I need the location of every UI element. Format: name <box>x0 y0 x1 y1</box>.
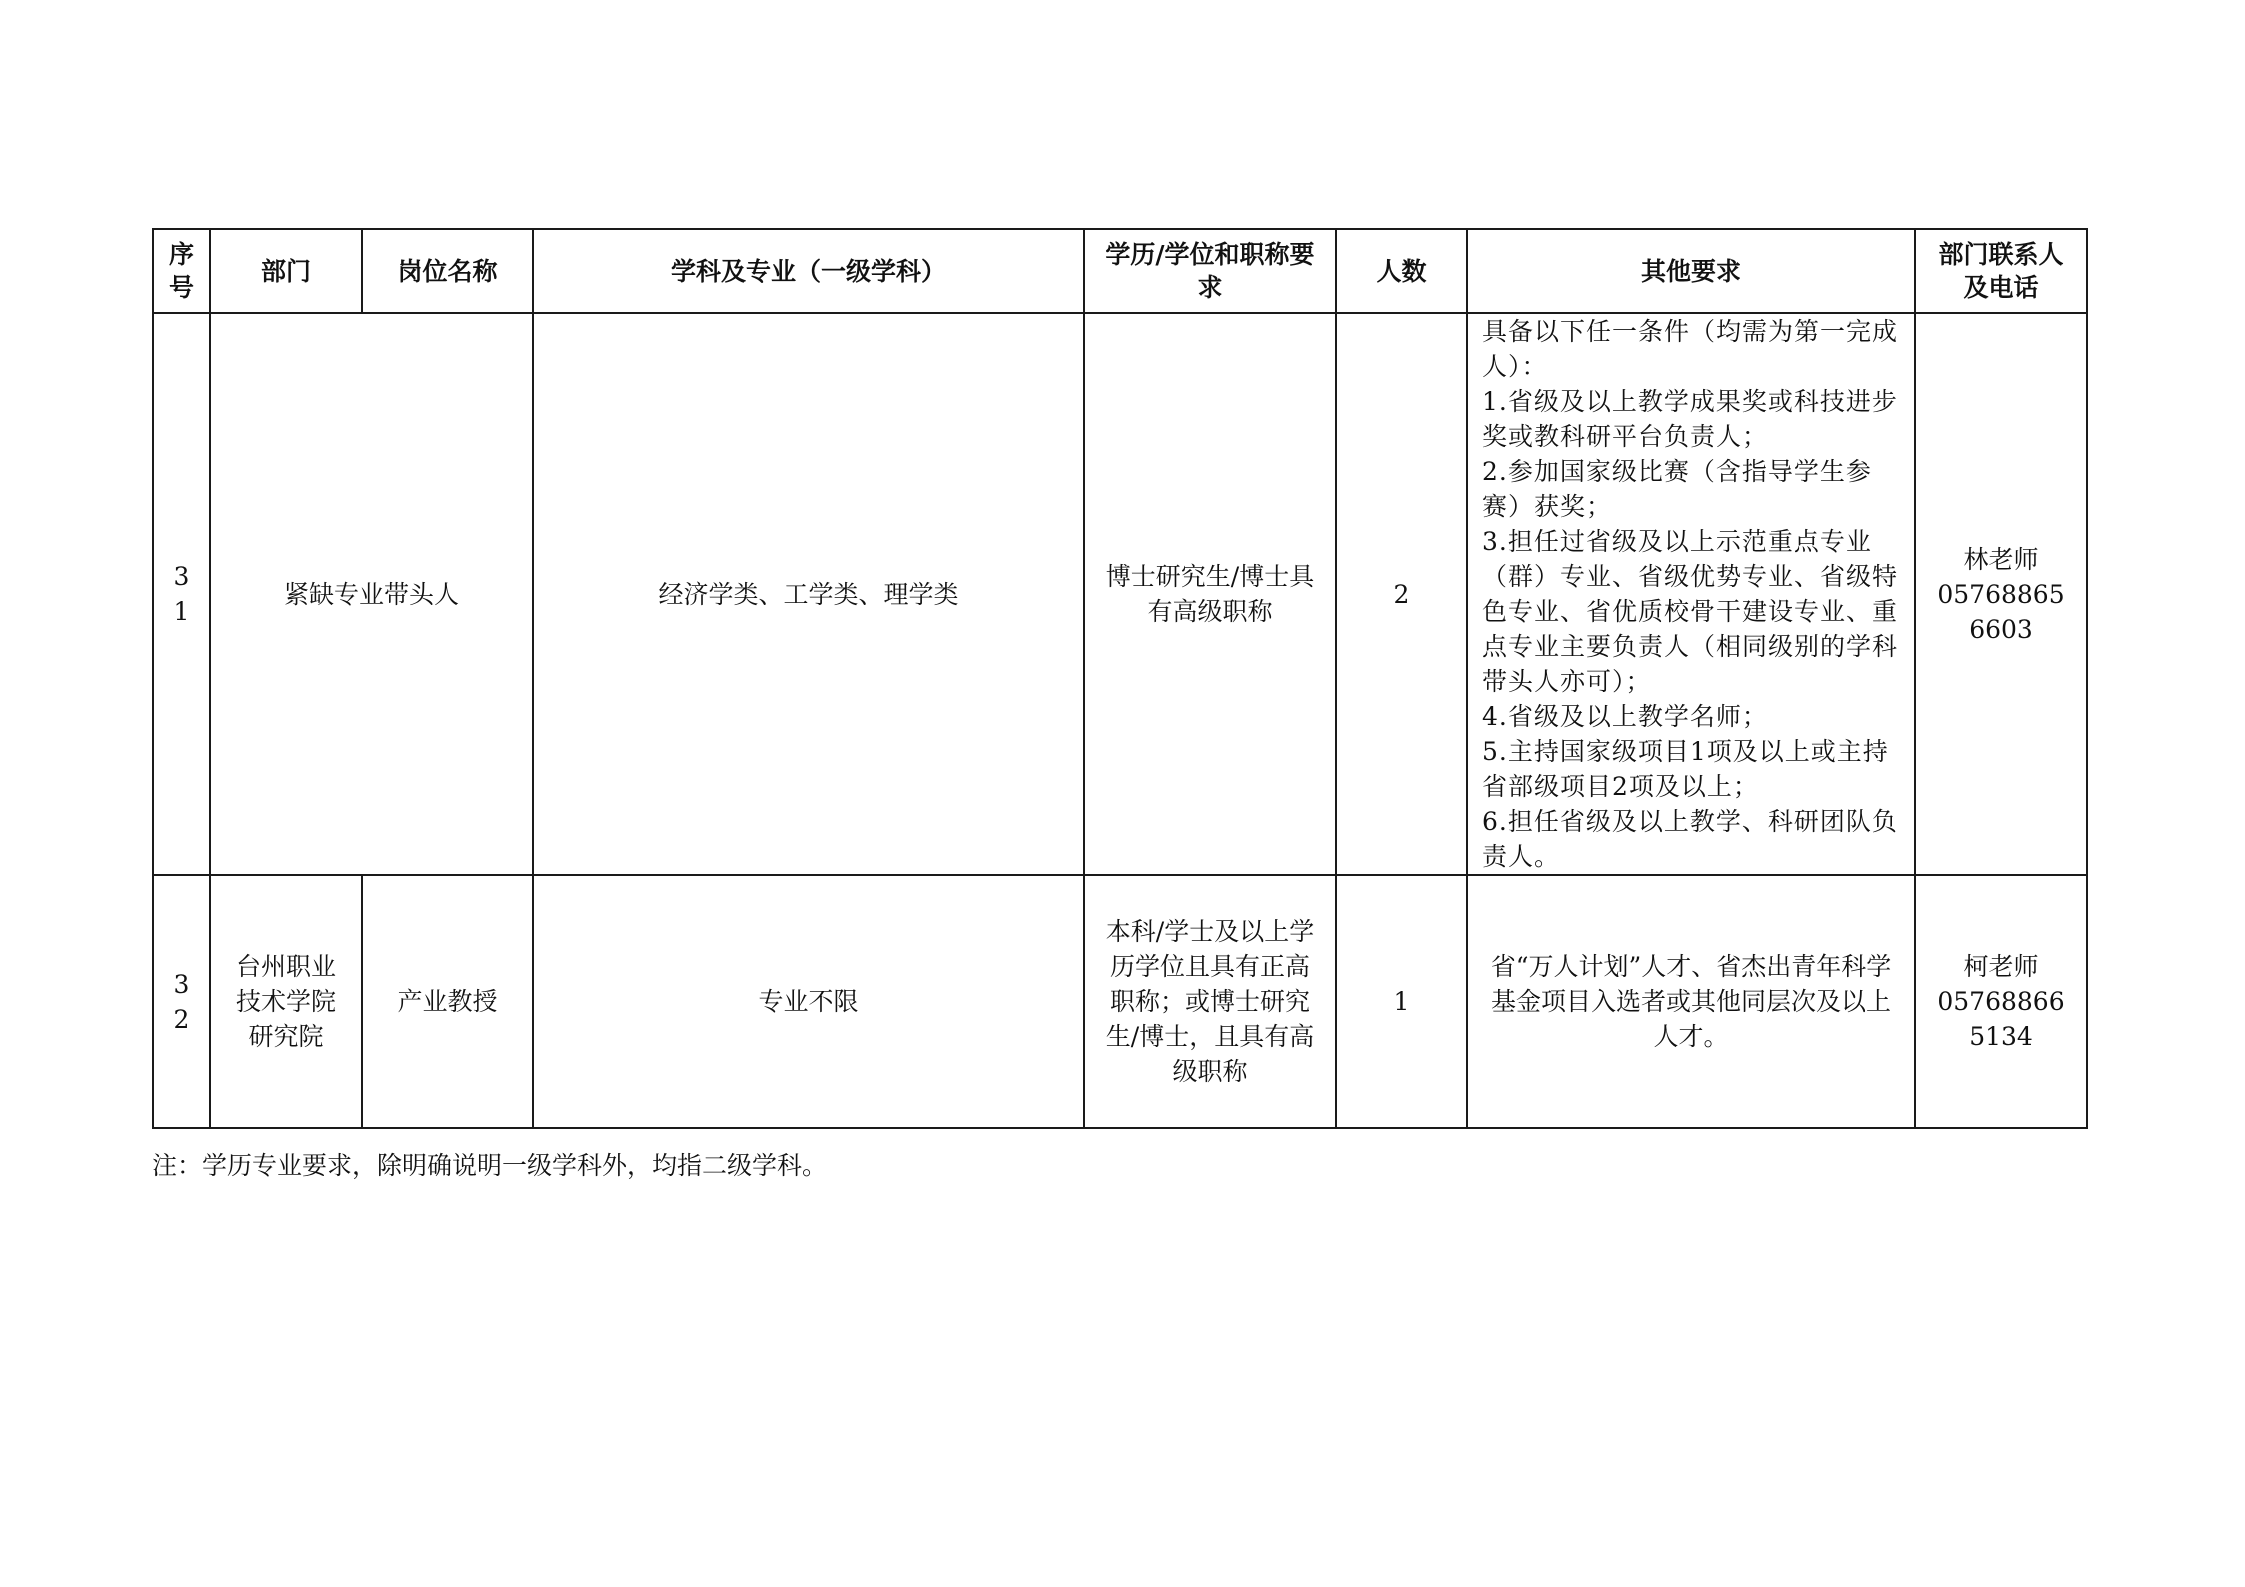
requirement-line: 3.担任过省级及以上示范重点专业（群）专业、省级优势专业、省级特色专业、省优质校骨干建设专业、重点专业主要负责人（相同级别的学科带头人亦可）； <box>1482 527 1899 696</box>
table-row <box>153 875 2087 1128</box>
row-major: 专业不限 <box>533 875 1084 1128</box>
table-row <box>153 313 2087 875</box>
row-other-requirements <box>1467 313 1915 875</box>
requirement-line: 1.省级及以上教学成果奖或科技进步奖或教科研平台负责人； <box>1482 387 1898 451</box>
header-row <box>153 229 2087 313</box>
header-other: 其他要求 <box>1467 229 1915 313</box>
header-position: 岗位名称 <box>362 229 533 313</box>
row-count: 1 <box>1336 875 1467 1128</box>
contact-name: 林老师 <box>1963 544 2039 574</box>
header-dept: 部门 <box>210 229 362 313</box>
row-contact <box>1915 875 2087 1128</box>
row-other-requirements: 省“万人计划”人才、省杰出青年科学基金项目入选者或其他同层次及以上人才。 <box>1467 875 1915 1128</box>
row-no: 32 <box>153 875 210 1128</box>
row-contact <box>1915 313 2087 875</box>
footnote: 注：学历专业要求，除明确说明一级学科外，均指二级学科。 <box>152 1151 828 1180</box>
row-degree: 本科/学士及以上学历学位且具有正高职称；或博士研究生/博士，且具有高级职称 <box>1084 875 1336 1128</box>
contact-phone: 057688656603 <box>1937 579 2065 644</box>
requirement-line: 5.主持国家级项目1项及以上或主持省部级项目2项及以上； <box>1482 737 1889 801</box>
header-major: 学科及专业（一级学科） <box>533 229 1084 313</box>
requirement-line: 具备以下任一条件（均需为第一完成人）： <box>1482 317 1899 381</box>
row-count: 2 <box>1336 313 1467 875</box>
header-contact: 部门联系人及电话 <box>1915 229 2087 313</box>
row-dept-position: 紧缺专业带头人 <box>210 313 533 875</box>
requirement-line: 6.担任省级及以上教学、科研团队负责人。 <box>1482 807 1898 871</box>
requirement-line: 4.省级及以上教学名师； <box>1482 702 1768 731</box>
contact-name: 柯老师 <box>1963 952 2039 981</box>
row-position: 产业教授 <box>362 875 533 1128</box>
header-degree: 学历/学位和职称要求 <box>1084 229 1336 313</box>
recruitment-table <box>152 228 2088 1129</box>
header-count: 人数 <box>1336 229 1467 313</box>
header-no: 序号 <box>153 229 210 313</box>
contact-phone: 057688665134 <box>1937 987 2065 1051</box>
requirement-line: 2.参加国家级比赛（含指导学生参赛）获奖； <box>1482 457 1872 521</box>
row-dept: 台州职业技术学院研究院 <box>210 875 362 1128</box>
row-no: 31 <box>153 313 210 875</box>
row-major: 经济学类、工学类、理学类 <box>533 313 1084 875</box>
row-degree: 博士研究生/博士具有高级职称 <box>1084 313 1336 875</box>
